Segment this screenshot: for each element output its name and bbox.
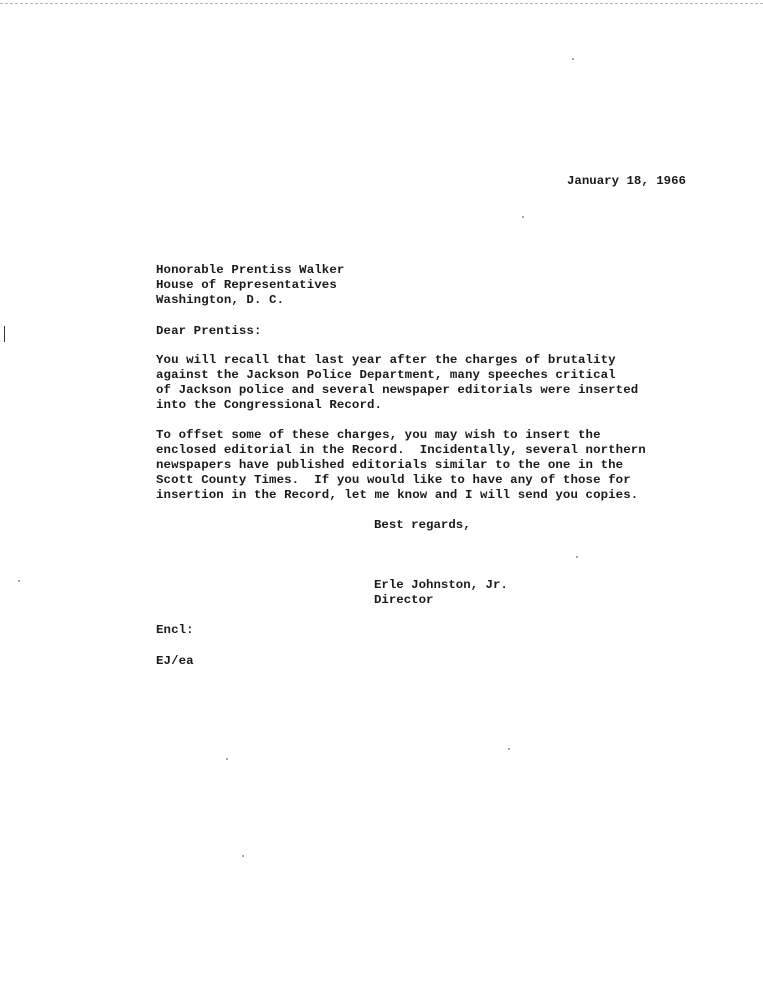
enclosure-note: Encl:: [156, 623, 194, 637]
letter-date: January 18, 1966: [567, 174, 686, 188]
paper-speck: [572, 58, 574, 60]
paper-speck: [242, 855, 244, 857]
paragraph-1-line: You will recall that last year after the charges of brutality: [156, 353, 616, 367]
paper-speck: [18, 580, 20, 582]
page-top-edge: [0, 3, 763, 4]
paragraph-2-line: insertion in the Record, let me know and I will send you copies.: [156, 488, 639, 502]
paper-speck: [522, 216, 524, 218]
paragraph-1-line: into the Congressional Record.: [156, 398, 383, 412]
paragraph-1-line: against the Jackson Police Department, many speeches critical: [156, 368, 616, 382]
margin-mark: [4, 326, 5, 342]
signer-title: Director: [374, 593, 434, 607]
paragraph-2-line: To offset some of these charges, you may wish to insert the: [156, 428, 601, 442]
recipient-name: Honorable Prentiss Walker: [156, 263, 345, 277]
paragraph-1-line: of Jackson police and several newspaper editorials were inserted: [156, 383, 639, 397]
recipient-city: Washington, D. C.: [156, 293, 285, 307]
closing: Best regards,: [374, 518, 471, 532]
paragraph-2-line: newspapers have published editorials similar to the one in the: [156, 458, 624, 472]
paragraph-2-line: enclosed editorial in the Record. Incidentally, several northern: [156, 443, 646, 457]
paragraph-2-line: Scott County Times. If you would like to have any of those for: [156, 473, 631, 487]
signer-name: Erle Johnston, Jr.: [374, 578, 508, 592]
salutation: Dear Prentiss:: [156, 324, 262, 338]
paper-speck: [576, 556, 578, 558]
typist-initials: EJ/ea: [156, 654, 194, 668]
paper-speck: [226, 758, 228, 760]
recipient-office: House of Representatives: [156, 278, 337, 292]
paper-speck: [508, 748, 510, 750]
